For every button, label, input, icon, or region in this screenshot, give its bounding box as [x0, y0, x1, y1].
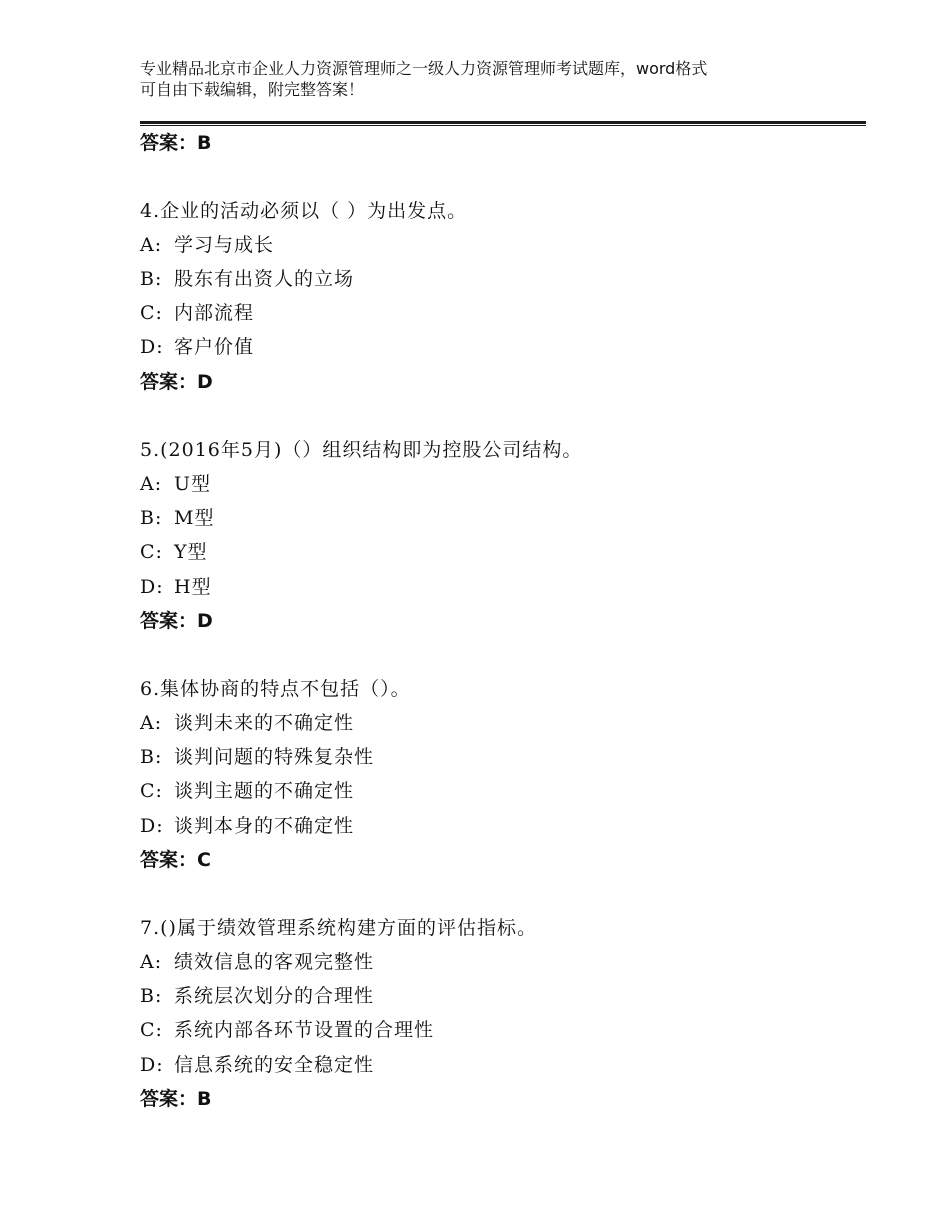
question-stem: 7.()属于绩效管理系统构建方面的评估指标。	[140, 917, 537, 939]
option-key: B:	[140, 985, 163, 1007]
option-key: D:	[140, 1054, 164, 1076]
option-text: 客户价值	[174, 336, 255, 358]
option-line	[140, 711, 354, 735]
option-line	[140, 233, 274, 257]
option-key: A:	[140, 234, 163, 256]
option-key: B:	[140, 507, 163, 529]
option-text: 谈判未来的不确定性	[174, 712, 355, 734]
answer-line: 答案：C	[140, 849, 211, 871]
option-text: 谈判问题的特殊复杂性	[174, 746, 375, 768]
option-line	[140, 1053, 374, 1077]
option-line	[140, 301, 254, 325]
option-key: B:	[140, 746, 163, 768]
document-header	[140, 58, 820, 100]
option-key: A:	[140, 473, 163, 495]
option-key: C:	[140, 780, 163, 802]
answer-line: 答案：D	[140, 610, 213, 632]
option-text: 谈判本身的不确定性	[174, 815, 355, 837]
option-key: D:	[140, 815, 164, 837]
header-line-1: 专业精品北京市企业人力资源管理师之一级人力资源管理师考试题库，word格式	[140, 59, 708, 78]
option-key: D:	[140, 576, 164, 598]
option-text: 系统层次划分的合理性	[174, 985, 375, 1007]
option-line	[140, 267, 354, 291]
option-text: 系统内部各环节设置的合理性	[174, 1019, 435, 1041]
option-text: U型	[174, 473, 212, 495]
option-key: C:	[140, 302, 163, 324]
question-stem: 4.企业的活动必须以（ ）为出发点。	[140, 200, 468, 222]
option-text: H型	[174, 576, 212, 598]
header-divider	[140, 121, 866, 127]
question-stem: 5.(2016年5月)（）组织结构即为控股公司结构。	[140, 439, 583, 461]
option-key: B:	[140, 268, 163, 290]
option-line	[140, 1018, 434, 1042]
previous-answer: 答案：B	[140, 132, 212, 154]
header-line-2: 可自由下载编辑，附完整答案！	[140, 80, 365, 99]
answer-line: 答案：D	[140, 371, 213, 393]
option-line	[140, 779, 354, 803]
option-text: 信息系统的安全稳定性	[174, 1054, 375, 1076]
option-text: 内部流程	[174, 302, 255, 324]
option-line	[140, 984, 374, 1008]
option-key: C:	[140, 541, 163, 563]
option-line	[140, 335, 254, 359]
option-text: 谈判主题的不确定性	[174, 780, 355, 802]
option-text: Y型	[174, 541, 208, 563]
option-key: D:	[140, 336, 164, 358]
option-line	[140, 745, 374, 769]
option-line	[140, 506, 214, 530]
option-line	[140, 575, 212, 599]
option-key: A:	[140, 712, 163, 734]
option-key: A:	[140, 951, 163, 973]
option-text: 股东有出资人的立场	[174, 268, 355, 290]
option-line	[140, 950, 374, 974]
answer-line: 答案：B	[140, 1088, 212, 1110]
option-line	[140, 814, 354, 838]
option-key: C:	[140, 1019, 163, 1041]
option-text: 绩效信息的客观完整性	[174, 951, 375, 973]
option-line	[140, 540, 208, 564]
question-stem: 6.集体协商的特点不包括（）。	[140, 678, 411, 700]
option-text: 学习与成长	[174, 234, 275, 256]
option-line	[140, 472, 211, 496]
option-text: M型	[174, 507, 215, 529]
